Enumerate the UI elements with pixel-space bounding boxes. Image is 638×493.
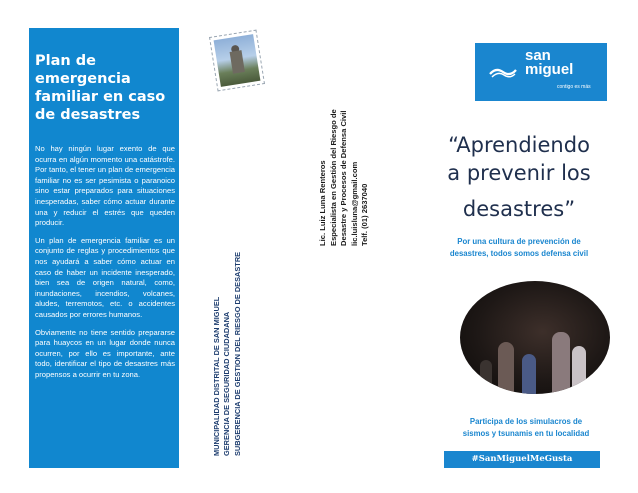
logo-name-line-1: san [525, 47, 551, 64]
plan-paragraph-3: Obviamente no tiene sentido prepararse para huaycos en un lugar donde nunca ocurren, por ello es importante, ante todo, identificar el tipo de desastres más propensos a ocurrir en tu zona. [35, 327, 175, 379]
municipal-credits [212, 252, 243, 456]
headline [428, 131, 610, 223]
logo-slogan: contigo es más [557, 84, 591, 90]
municipal-line-2: GERENCIA DE SEGURIDAD CIUDADANA [222, 311, 232, 456]
participation-line-1: Participa de los simulacros de [469, 417, 583, 426]
contact-name: Lic. Luiz Luna Renteros [318, 160, 327, 246]
municipal-line-1: MUNICIPALIDAD DISTRITAL DE SAN MIGUEL [212, 296, 221, 456]
tagline-line-2: desastres, todos somos defensa civil [449, 249, 589, 258]
plan-paragraph-2: Un plan de emergencia familiar es un conjunto de reglas y procedimientos que nos ayudará a saber cómo actuar en caso de haber un incidente inesperado, bien sea de origen natural, como, inundaciones, incendios, volcanes, aludes, terremotos, etc. o accidentes causados por errores humanos. [35, 235, 175, 319]
contact-phone: Telf. (01) 2637040 [360, 183, 370, 246]
contact-role-1: Especialista en Gestión del Riesgo de [328, 109, 338, 246]
plan-title: Plan de emergencia familiar en caso de desastres [35, 53, 166, 123]
stamp-picture [214, 34, 261, 87]
hashtag-banner: #SanMiguelMeGusta [444, 451, 600, 468]
tagline [426, 236, 612, 260]
contact-email: lic.luisluna@gmail.com [349, 161, 359, 246]
logo-name-line-2: miguel [525, 61, 574, 78]
stamp-tower [230, 50, 245, 74]
photo-figure [522, 354, 536, 394]
san-miguel-logo [475, 43, 607, 101]
headline-line-1: “Aprendiendo [448, 133, 590, 157]
participation-line-2: sismos y tsunamis en tu localidad [462, 429, 590, 438]
plan-paragraph-1: No hay ningún lugar exento de que ocurra en algún momento una catástrofe. Por tanto, el tener un plan de emergencia familiar no es ser pesimista o paranoico sino estar preparados para situaciones inesperadas, saber cómo actuar durante una y reducir el estrés que queden producir. [35, 144, 175, 228]
photo-figure [498, 342, 514, 394]
contact-role-2: Desastre y Procesos de Defensa Civil [339, 110, 349, 246]
logo-name [525, 49, 573, 77]
drill-photo [460, 281, 610, 394]
headline-line-3: desastres” [462, 197, 576, 221]
headline-line-2: a prevenir los [447, 161, 591, 185]
wave-icon [489, 65, 517, 79]
postage-stamp-icon [209, 30, 265, 92]
photo-figure [552, 332, 570, 394]
photo-figure [480, 360, 492, 394]
photo-figure [572, 346, 586, 394]
tagline-line-1: Por una cultura de prevención de [457, 237, 581, 246]
municipal-line-3: SUBGERENCIA DE GESTION DEL RIESGO DE DESASTRE [232, 251, 242, 456]
info-panel [29, 28, 179, 468]
plan-body [35, 144, 175, 387]
participation-note [436, 416, 616, 440]
contact-block [318, 109, 371, 246]
